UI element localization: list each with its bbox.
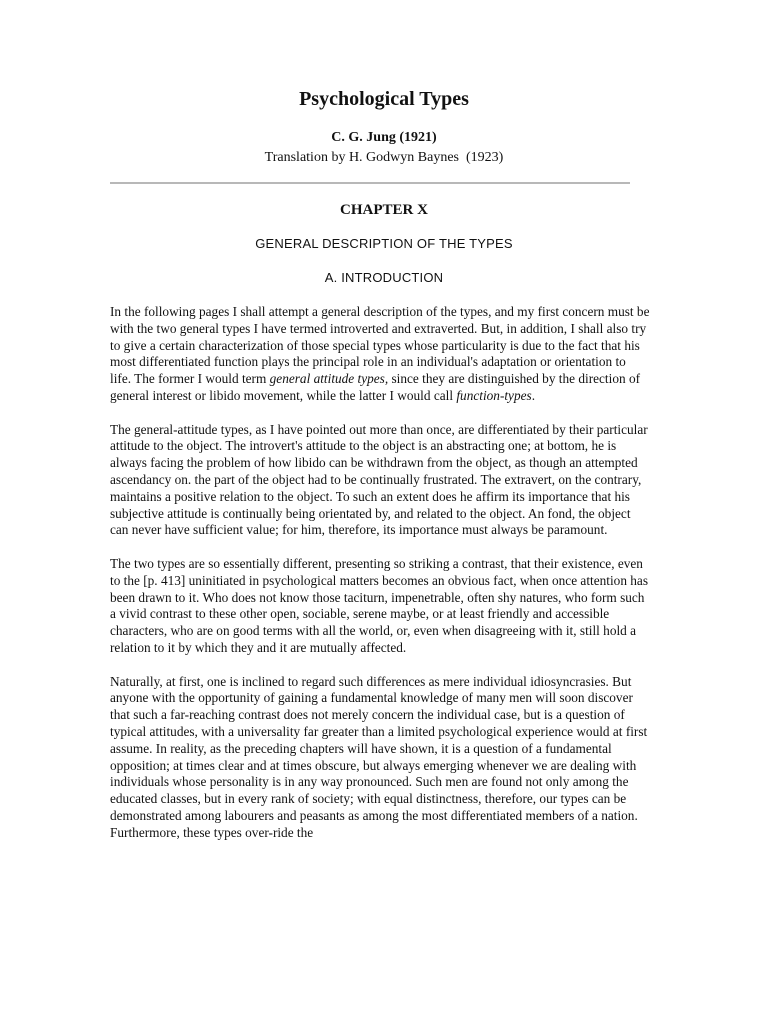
body-text (110, 304, 650, 842)
author-line: C. G. Jung (1921) (331, 130, 437, 145)
section-heading: GENERAL DESCRIPTION OF THE TYPES (255, 236, 513, 251)
paragraph-1 (110, 304, 650, 405)
translation-line: Translation by H. Godwyn Baynes (1923) (264, 150, 504, 165)
horizontal-divider (110, 182, 630, 184)
document-title: Psychological Types (299, 88, 469, 110)
paragraph-1-text-a: In the following pages I shall attempt a general description of the types, and my first concern must be with the two general types I have termed introverted and extraverted. But, in addition, I shall also try to give a certain characterization of those special types whose particularity is due to the fact that his most differentiated function plays the principal role in an individual's adaptation or orientation to life. The former I would term (110, 304, 650, 387)
paragraph-1-text-c: . (531, 387, 536, 403)
paragraph-3: The two types are so essentially different, presenting so striking a contrast, that their existence, even to the [p. 413] uninitiated in psychological matters becomes an obvious fact, when once attention has been drawn to it. Who does not know those taciturn, impenetrable, often shy natures, who form such a vivid contrast to these other open, sociable, serene maybe, or at least friendly and accessible characters, who are on good terms with all the world, or, even when disagreeing with it, still hold a relation to it by which they and it are mutually affected. (110, 555, 649, 655)
paragraph-1-text-b: since they are distinguished by the direction of general interest or libido movement, while the latter I would call (110, 371, 641, 403)
paragraph-4: Naturally, at first, one is inclined to regard such differences as mere individual idiosyncrasies. But anyone with the opportunity of gaining a fundamental knowledge of many men will soon discover that such a far-reaching contrast does not merely concern the individual case, but is a question of typical attitudes, with a universality far greater than a limited psychological experience would at first assume. In reality, as the preceding chapters will have shown, it is a question of a fundamental opposition; at times clear and at times obscure, but always emerging whenever we are dealing with individuals whose personality is in any way pronounced. Such men are found not only among the educated classes, but in every rank of society; with equal distinctness, therefore, our types can be demonstrated among labourers and peasants as among the most differentiated members of a nation. Furthermore, these types over-ride the (110, 673, 648, 840)
paragraph-2: The general-attitude types, as I have pointed out more than once, are differentiated by their particular attitude to the object. The introvert's attitude to the object is an abstracting one; at bottom, he is always facing the problem of how libido can be withdrawn from the object, as though an attempted ascendancy on. the part of the object had to be continually frustrated. The extravert, on the contrary, maintains a positive relation to the object. To such an extent does he affirm its importance that his subjective attitude is continually being orientated by, and related to the object. An fond, the object can never have sufficient value; for him, therefore, its importance must always be paramount. (110, 421, 648, 538)
term-general-attitude-types: general attitude types, (269, 371, 389, 387)
term-function-types: function-types (456, 387, 532, 403)
subsection-heading: A. INTRODUCTION (324, 270, 444, 285)
chapter-heading: CHAPTER X (340, 202, 428, 218)
